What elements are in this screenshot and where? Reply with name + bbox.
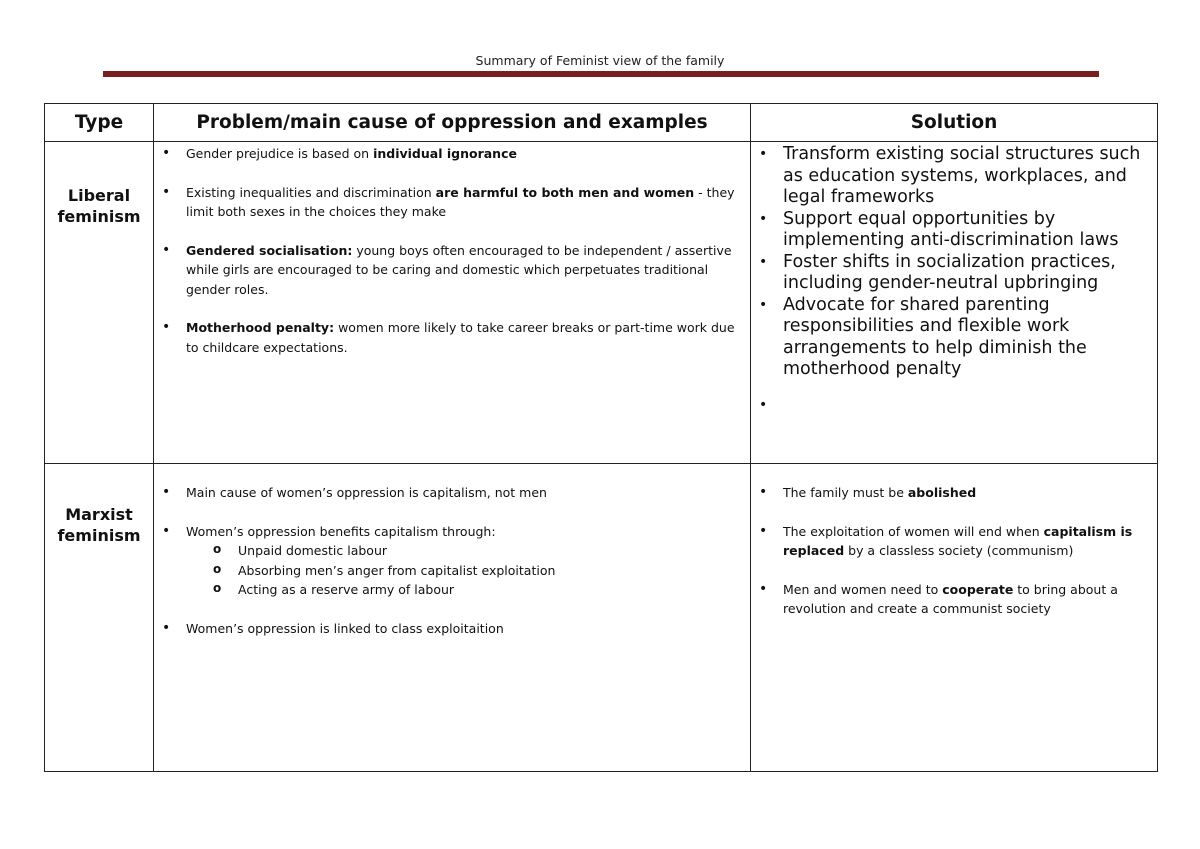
- table-row-liberal: [45, 142, 1158, 464]
- header-problem: Problem/main cause of oppression and examples: [154, 104, 751, 142]
- sub-list: [186, 541, 750, 600]
- list-item: • Motherhood penalty: women more likely to take career breaks or part-time work due to childcare expectations.: [154, 318, 750, 357]
- sub-list-item: o Acting as a reserve army of labour: [186, 580, 750, 600]
- table-row-marxist: [45, 464, 1158, 772]
- header-row: [45, 104, 1158, 142]
- list-item: • Gendered socialisation: young boys often encouraged to be independent / assertive while girls are encouraged to be caring and domestic which perpetuates traditional gender roles.: [154, 241, 750, 300]
- list-item: • Gender prejudice is based on individual ignorance: [154, 144, 750, 164]
- list-item: • Men and women need to cooperate to bring about a revolution and create a communist society: [751, 580, 1157, 619]
- sub-list-item: o Absorbing men’s anger from capitalist exploitation: [186, 561, 750, 581]
- header-solution: Solution: [751, 104, 1158, 142]
- list-item: • Main cause of women’s oppression is capitalism, not men: [154, 483, 750, 503]
- problem-list-marxist: [154, 483, 750, 638]
- sub-list-item: o Unpaid domestic labour: [186, 541, 750, 561]
- solution-empty-list: [751, 396, 1157, 417]
- solution-list-marxist: [751, 483, 1157, 619]
- list-item: • Foster shifts in socialization practices, including gender-neutral upbringing: [751, 252, 1157, 295]
- type-label-line1: Liberal: [67, 186, 131, 205]
- type-label-line2: feminism: [57, 526, 141, 545]
- list-item: • Advocate for shared parenting responsibilities and flexible work arrangements to help diminish the motherhood penalty: [751, 295, 1157, 381]
- empty-bullet: [751, 396, 1157, 417]
- list-item: • The exploitation of women will end when capitalism is replaced by a classless society (communism): [751, 522, 1157, 561]
- problem-list-liberal: [154, 144, 750, 357]
- list-item: • Existing inequalities and discrimination are harmful to both men and women - they limit both sexes in the choices they make: [154, 183, 750, 222]
- type-cell-marxist: [45, 464, 154, 772]
- list-item: • Support equal opportunities by implementing anti-discrimination laws: [751, 209, 1157, 252]
- solution-cell-marxist: [751, 464, 1158, 772]
- type-label-line2: feminism: [57, 207, 141, 226]
- type-label-line1: Marxist: [65, 505, 133, 524]
- list-item: • Women’s oppression benefits capitalism through: o Unpaid domestic labour o Absorbing men’s anger from capitalist exploitation o Acting as a reserve army of labour: [154, 522, 750, 600]
- header-type: Type: [45, 104, 154, 142]
- feminism-summary-table: [44, 103, 1158, 772]
- title-divider: [103, 71, 1099, 77]
- list-item: • Transform existing social structures such as education systems, workplaces, and legal frameworks: [751, 144, 1157, 209]
- solution-cell-liberal: [751, 142, 1158, 464]
- problem-cell-liberal: [154, 142, 751, 464]
- problem-cell-marxist: [154, 464, 751, 772]
- list-item: • Women’s oppression is linked to class exploitaition: [154, 619, 750, 639]
- document-title: Summary of Feminist view of the family: [475, 53, 725, 68]
- type-cell-liberal: [45, 142, 154, 464]
- solution-list-liberal: [751, 144, 1157, 381]
- list-item: • The family must be abolished: [751, 483, 1157, 503]
